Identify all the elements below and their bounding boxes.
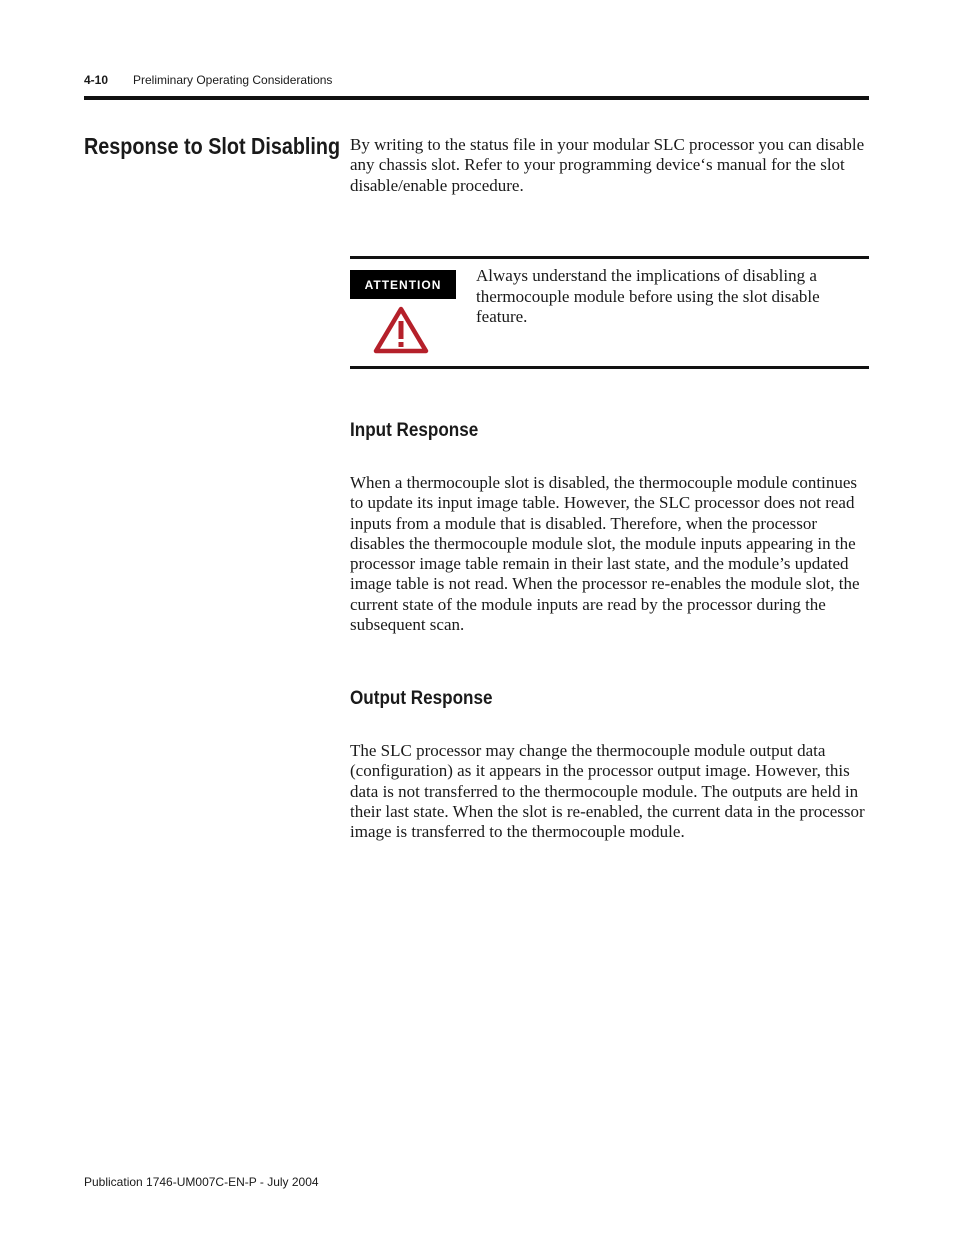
output-response-paragraph: The SLC processor may change the thermocouple module output data (configuration) as it appears in the processor output image. However, this data is not transferred to the thermocouple module. The outputs are held in their last state. When the slot is re-enabled, the current data in the processor image is transferred to the thermocouple module. xyxy=(350,741,865,842)
warning-triangle-icon xyxy=(373,306,429,354)
attention-text: Always understand the implications of disabling a thermocouple module before using the slot disable feature. xyxy=(476,266,820,326)
section-title: Response to Slot Disabling xyxy=(84,133,341,159)
input-response-paragraph: When a thermocouple slot is disabled, the thermocouple module continues to update its input image table. However, the SLC processor does not read inputs from a module that is disabled. Therefore, when the processor disables the thermocouple module slot, the module inputs appearing in the processor image table remain in their last state, and the module’s updated image table is not read. When the processor re-enables the module slot, the current state of the module inputs are read by the processor during the subsequent scan. xyxy=(350,473,860,635)
chapter-title: Preliminary Operating Considerations xyxy=(133,73,333,87)
page-number: 4-10 xyxy=(84,73,109,87)
attention-rule-bottom xyxy=(350,366,869,369)
publication-footer: Publication 1746-UM007C-EN-P - July 2004 xyxy=(84,1175,319,1189)
attention-rule-top xyxy=(350,256,869,259)
attention-badge: ATTENTION xyxy=(350,270,456,299)
header-rule xyxy=(84,96,869,100)
output-response-title: Output Response xyxy=(350,688,493,709)
intro-paragraph: By writing to the status file in your modular SLC processor you can disable any chassis slot. Refer to your programming device‘s manual for the slot disable/enable procedure. xyxy=(350,135,865,195)
input-response-title: Input Response xyxy=(350,420,479,441)
